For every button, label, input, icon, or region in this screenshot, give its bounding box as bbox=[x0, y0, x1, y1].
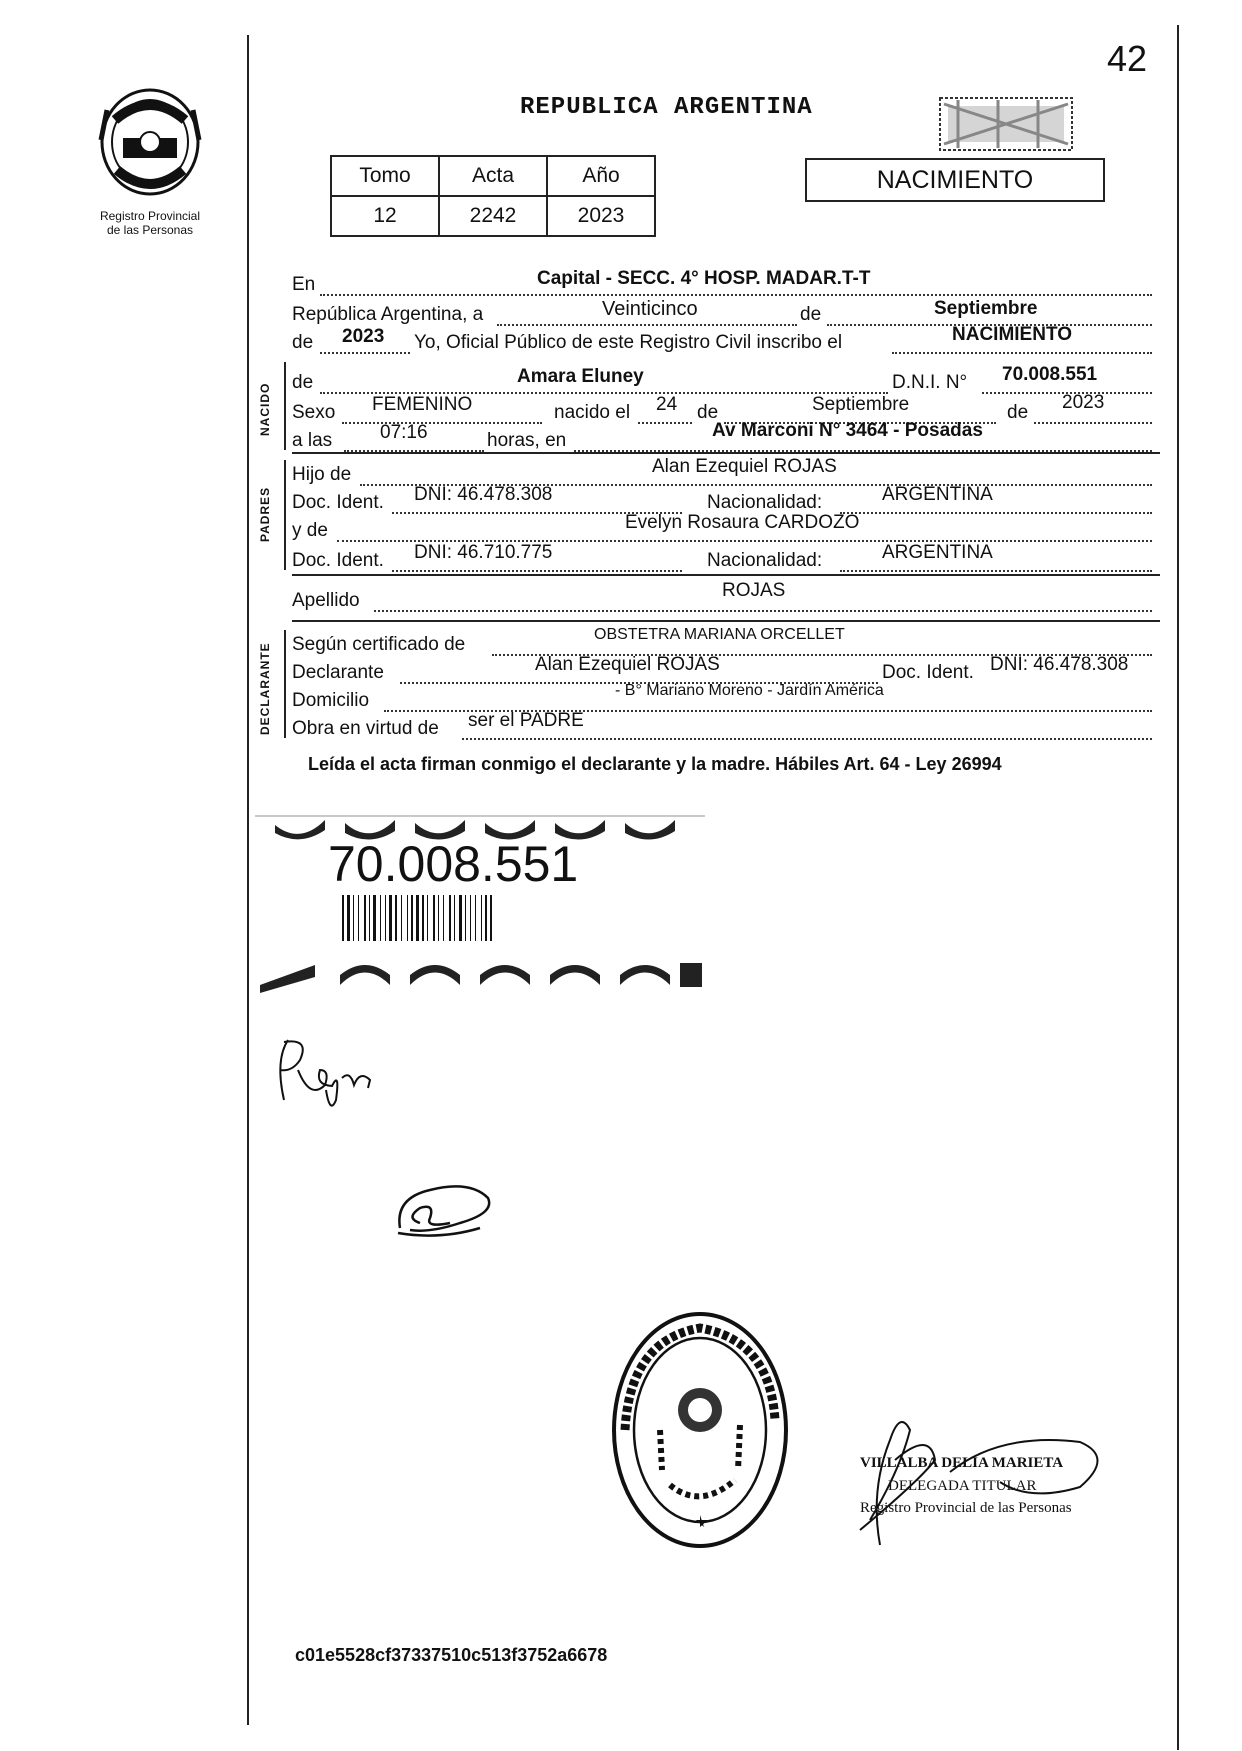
nacido-section-label: NACIDO bbox=[258, 382, 272, 436]
obra-value: ser el PADRE bbox=[468, 710, 584, 731]
dni-label: D.N.I. N° bbox=[892, 372, 968, 393]
birth-place: Av Marconi N° 3464 - Posadas bbox=[712, 420, 983, 441]
child-dni: 70.008.551 bbox=[1002, 364, 1098, 385]
de-label-2: de bbox=[697, 402, 719, 423]
declarante-bar bbox=[284, 630, 286, 738]
mother-name: Evelyn Rosaura CARDOZO bbox=[625, 512, 860, 533]
cert-value: OBSTETRA MARIANA ORCELLET bbox=[594, 626, 845, 643]
right-margin-line bbox=[1177, 25, 1179, 1750]
dom-label: Domicilio bbox=[292, 690, 370, 711]
de-label: de bbox=[292, 372, 314, 393]
stamp-mark-icon bbox=[938, 94, 1074, 152]
obra-label: Obra en virtud de bbox=[292, 718, 439, 739]
tomo-value: 12 bbox=[331, 196, 439, 236]
logo-caption-line2: de las Personas bbox=[106, 223, 194, 237]
decl-doc-value: DNI: 46.478.308 bbox=[990, 654, 1129, 675]
registry-table bbox=[330, 155, 656, 237]
row-alas bbox=[292, 420, 1152, 452]
doc-label: Doc. Ident. bbox=[292, 492, 384, 513]
sexo-label: Sexo bbox=[292, 402, 336, 423]
decl-label: Declarante bbox=[292, 662, 384, 683]
document-title: REPUBLICA ARGENTINA bbox=[520, 94, 813, 121]
acta-value: 2242 bbox=[439, 196, 547, 236]
row-father-doc bbox=[292, 484, 1152, 514]
alas-label: a las bbox=[292, 430, 333, 451]
anio-header: Año bbox=[547, 156, 655, 196]
row-declarante bbox=[292, 654, 1152, 684]
row-year bbox=[292, 324, 1152, 354]
closing-statement: Leída el acta firman conmigo el declarante y la madre. Hábiles Art. 64 - Ley 26994 bbox=[308, 754, 1002, 774]
en-value: Capital - SECC. 4° HOSP. MADAR.T-T bbox=[537, 268, 871, 289]
row-republica bbox=[292, 300, 1152, 326]
page-number: 42 bbox=[1106, 38, 1147, 79]
horas-label: horas, en bbox=[487, 430, 567, 451]
row-domicilio bbox=[292, 682, 1152, 712]
father-nationality: ARGENTINA bbox=[882, 484, 993, 505]
birth-month: Septiembre bbox=[812, 394, 910, 415]
birth-time: 07:16 bbox=[380, 422, 428, 443]
father-doc: DNI: 46.478.308 bbox=[414, 484, 553, 505]
signature-loop bbox=[940, 1432, 1110, 1502]
row-nacido-name bbox=[292, 364, 1152, 394]
dom-value: - B° Mariano Moreno - Jardín América bbox=[615, 682, 884, 699]
yde-label: y de bbox=[292, 520, 328, 541]
anio-value: 2023 bbox=[547, 196, 655, 236]
de-label: de bbox=[800, 304, 822, 325]
oficial-text: Yo, Oficial Público de este Registro Civil inscribo el bbox=[414, 332, 843, 353]
tomo-header: Tomo bbox=[331, 156, 439, 196]
acta-header: Acta bbox=[439, 156, 547, 196]
republica-label: República Argentina, a bbox=[292, 304, 484, 325]
hijo-label: Hijo de bbox=[292, 464, 352, 485]
child-name: Amara Eluney bbox=[517, 366, 644, 387]
mother-doc: DNI: 46.710.775 bbox=[414, 542, 553, 563]
document-hash: c01e5528cf37337510c513f3752a6678 bbox=[295, 1645, 608, 1665]
barcode-number: 70.008.551 bbox=[328, 836, 579, 892]
day-words: Veinticinco bbox=[602, 298, 698, 320]
row-mother-doc bbox=[292, 542, 1152, 572]
year: 2023 bbox=[342, 326, 385, 347]
nacionalidad-label: Nacionalidad: bbox=[707, 492, 823, 513]
padres-section-label: PADRES bbox=[258, 486, 272, 542]
official-name: VILLALBA DELIA MARIETA bbox=[860, 1455, 1064, 1471]
birth-year: 2023 bbox=[1062, 392, 1105, 413]
apellido-label: Apellido bbox=[292, 590, 360, 611]
row-hijo bbox=[292, 456, 1152, 486]
registry-logo bbox=[85, 80, 215, 237]
row-obra bbox=[292, 710, 1152, 740]
security-pattern-bottom-icon bbox=[255, 955, 705, 993]
province-seal-icon bbox=[95, 80, 205, 200]
decl-doc-label: Doc. Ident. bbox=[882, 662, 974, 683]
de-label-3: de bbox=[1007, 402, 1029, 423]
left-margin-line bbox=[247, 35, 249, 1725]
sexo-value: FEMENINO bbox=[372, 394, 473, 415]
birth-day: 24 bbox=[656, 394, 678, 415]
row-en bbox=[292, 270, 1152, 296]
month: Septiembre bbox=[934, 298, 1038, 319]
apellido-value: ROJAS bbox=[722, 580, 786, 601]
declarant-signature bbox=[270, 1030, 390, 1110]
row-yde bbox=[292, 512, 1152, 542]
doc-label: Doc. Ident. bbox=[292, 550, 384, 571]
nacido-el-label: nacido el bbox=[554, 402, 631, 423]
decl-value: Alan Ezequiel ROJAS bbox=[535, 654, 720, 675]
mother-nationality: ARGENTINA bbox=[882, 542, 993, 563]
cert-label: Según certificado de bbox=[292, 634, 466, 655]
nacionalidad-label: Nacionalidad: bbox=[707, 550, 823, 571]
official-org: Registro Provincial de las Personas bbox=[860, 1500, 1072, 1516]
official-role: DELEGADA TITULAR bbox=[888, 1478, 1037, 1494]
row-apellido bbox=[292, 580, 1152, 612]
registry-seal-icon bbox=[610, 1310, 790, 1550]
logo-caption-line1: Registro Provincial bbox=[99, 209, 201, 223]
en-label: En bbox=[292, 274, 316, 295]
father-name: Alan Ezequiel ROJAS bbox=[652, 456, 837, 477]
de2-label: de bbox=[292, 332, 314, 353]
declarante-section-label: DECLARANTE bbox=[258, 642, 272, 735]
record-type-box: NACIMIENTO bbox=[805, 158, 1105, 202]
padres-bar bbox=[284, 460, 286, 570]
barcode-icon bbox=[342, 895, 564, 941]
official-signature bbox=[840, 1400, 950, 1550]
nacido-bar bbox=[284, 362, 286, 450]
inscribe-value: NACIMIENTO bbox=[952, 324, 1072, 345]
mother-signature bbox=[390, 1178, 500, 1243]
row-certificado bbox=[292, 626, 1152, 656]
